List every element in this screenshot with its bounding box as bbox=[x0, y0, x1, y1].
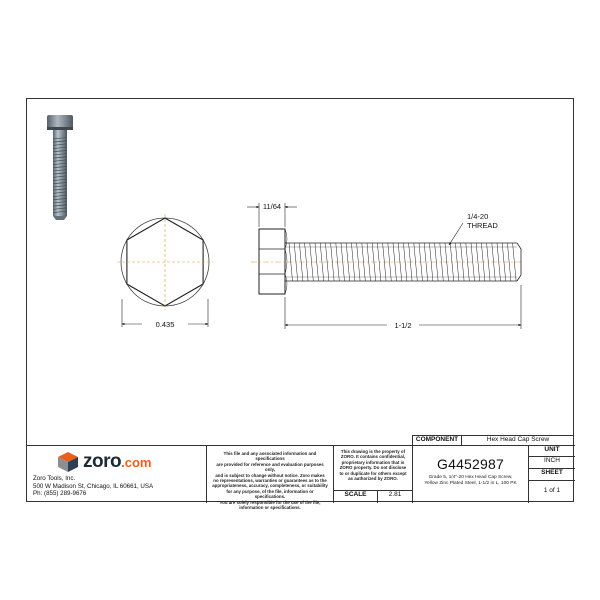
dim-length: 1-1/2 bbox=[394, 321, 412, 330]
dim-across-flats: 0.435 bbox=[155, 320, 175, 329]
drawing-sheet bbox=[26, 98, 574, 511]
notice-line: information or specifications. bbox=[239, 505, 301, 511]
notice-line: ZORO property. Do not disclose bbox=[339, 465, 407, 471]
screw-3d-thumbnail bbox=[47, 115, 73, 220]
notice-line: for any purpose, of the file, information or specifications. bbox=[226, 488, 314, 500]
disclaimer-text bbox=[207, 446, 333, 510]
company-address-block bbox=[33, 475, 206, 498]
part-desc-line-1: Grade 5, 1/4"-20 Hex Head Cap Screw, bbox=[428, 475, 513, 480]
thread-line bbox=[294, 243, 298, 281]
property-notice-cell bbox=[333, 445, 413, 491]
unit-value: INCH bbox=[528, 456, 575, 469]
technical-drawing bbox=[27, 99, 575, 445]
disclaimer-cell bbox=[206, 445, 334, 511]
title-block bbox=[27, 436, 575, 511]
notice-line: appropriateness, accuracy, completeness, or suitability bbox=[212, 483, 328, 489]
notice-line: ZORO. It contains confidential, bbox=[340, 454, 406, 460]
zoro-logo bbox=[57, 451, 206, 473]
property-notice-text bbox=[334, 446, 412, 481]
logo-word: zoro bbox=[83, 451, 122, 472]
notice-line: This drawing is the property of bbox=[340, 449, 406, 454]
component-label: COMPONENT bbox=[412, 435, 462, 446]
logo-suffix: .com bbox=[121, 454, 152, 470]
company-name: Zoro Tools, Inc. bbox=[33, 475, 76, 482]
thread-line bbox=[450, 243, 454, 281]
scale-label: SCALE bbox=[333, 490, 378, 503]
part-desc-line-2: Yellow Zinc Plated Steel, 1-1/2 in L, 100 PK bbox=[424, 481, 517, 486]
company-cell bbox=[27, 445, 207, 503]
notice-line: and is subject to change without notice. Zoro makes bbox=[215, 472, 325, 478]
screw-side-view bbox=[247, 202, 523, 330]
unit-label: UNIT bbox=[528, 445, 575, 457]
sheet-value: 1 of 1 bbox=[528, 480, 575, 503]
sheet-label: SHEET bbox=[528, 468, 575, 481]
part-description bbox=[413, 475, 528, 487]
notice-line: no representations, warranties or guarantees as to the bbox=[213, 478, 327, 484]
dim-head-height: 11/64 bbox=[262, 202, 282, 211]
hex-head-end-view bbox=[117, 214, 213, 329]
notice-line: You are solely responsible for the use of the file, bbox=[219, 499, 321, 505]
part-cell bbox=[412, 445, 529, 503]
notice-line: are provided for reference and evaluation purposes only, bbox=[216, 461, 324, 473]
notice-line: to or duplicate for others except bbox=[339, 470, 407, 476]
component-value: Hex Head Cap Screw bbox=[461, 435, 574, 446]
notice-line: as authorized by ZORO. bbox=[348, 476, 398, 482]
company-phone: Ph: (855) 289-9676 bbox=[33, 490, 87, 498]
notice-line: proprietary information that is bbox=[341, 459, 405, 465]
dim-thread-size: 1/4-20 bbox=[467, 212, 489, 221]
zoro-cube-icon bbox=[57, 451, 79, 473]
dim-thread-label: THREAD bbox=[467, 221, 498, 230]
company-address: 500 W Madison St, Chicago, IL 60661, USA bbox=[33, 482, 154, 490]
scale-value: 2.81 bbox=[377, 490, 413, 503]
part-number: G4452987 bbox=[437, 456, 504, 472]
notice-line: This file and any associated information and specifications bbox=[223, 451, 317, 462]
